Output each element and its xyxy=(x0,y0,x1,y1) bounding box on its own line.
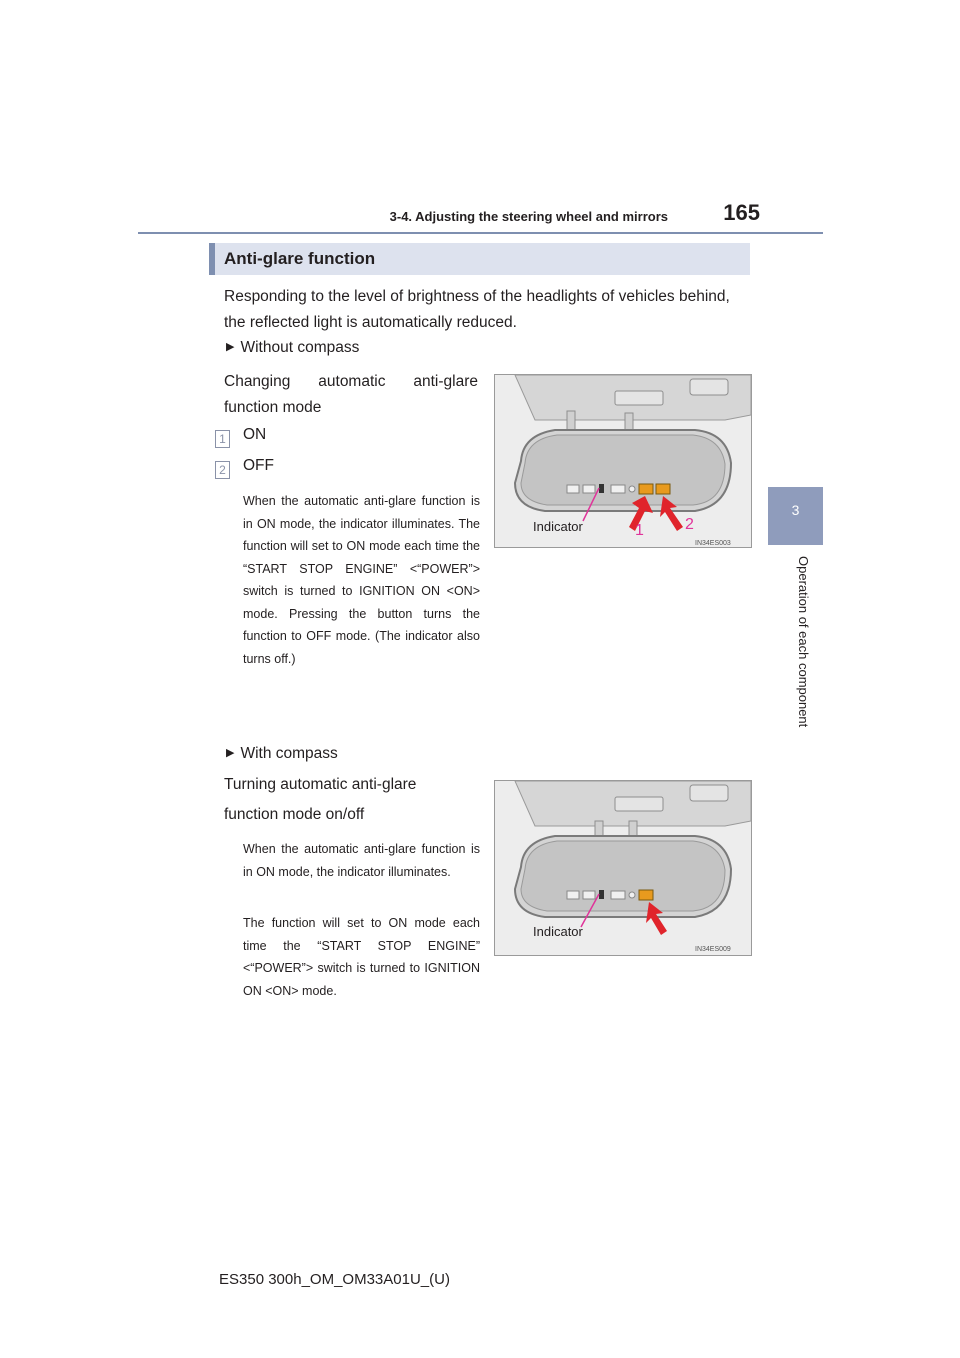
bullet-arrow-icon: ▶ xyxy=(226,341,235,353)
svg-text:2: 2 xyxy=(685,516,694,533)
bullet-without-compass xyxy=(226,339,359,357)
section-title: Anti-glare function xyxy=(224,249,376,268)
item-number-badge: 2 xyxy=(215,461,230,479)
svg-text:1: 1 xyxy=(635,522,644,539)
note-paragraph: When the automatic anti-glare function is in ON mode, the indicator illuminates. xyxy=(243,842,480,879)
procedure-heading xyxy=(224,369,478,421)
procedure-heading-line2: function mode xyxy=(224,399,322,416)
mirror-illustration-with-compass xyxy=(494,780,752,956)
procedure-heading-line1: Changing automatic anti-glare xyxy=(224,373,478,390)
mirror-illustration-without-compass xyxy=(494,374,752,548)
running-header-section: 3-4. Adjusting the steering wheel and mirrors xyxy=(389,209,668,224)
bullet-arrow-icon: ▶ xyxy=(226,747,235,759)
chapter-tab-label: Operation of each component xyxy=(796,556,811,728)
note-paragraph: When the automatic anti-glare function is in ON mode, the indicator illuminates. The function will set to ON mode each time the “START STOP ENGINE” <“POWER”> switch is turned to IGNITION ON <ON> mode. Pressing the button turns the function to OFF mode. (The indicator also turns off.) xyxy=(243,494,480,666)
note-paragraph: The function will set to ON mode each time the “START STOP ENGINE” <“POWER”> switch is turned to IGNITION ON <ON> mode. xyxy=(243,916,480,998)
page-number: 165 xyxy=(723,200,760,225)
bullet-with-compass xyxy=(226,745,338,763)
bullet-text: With compass xyxy=(240,745,338,762)
indicator-label: Indicator xyxy=(533,519,583,534)
chapter-tab-number: 3 xyxy=(791,502,800,518)
procedure-heading-line2: function mode on/off xyxy=(224,806,365,823)
figure-code: IN34ES003 xyxy=(695,540,731,547)
procedure-heading-line1: Turning automatic anti-glare xyxy=(224,776,417,793)
header-rule xyxy=(138,232,823,234)
footer-code: ES350 300h_OM_OM33A01U_(U) xyxy=(219,1271,450,1288)
section-title-accent xyxy=(209,243,215,275)
item-number-badge: 1 xyxy=(215,430,230,448)
intro-paragraph: Responding to the level of brightness of the headlights of vehicles behind, the reflected light is automatically reduced. xyxy=(224,288,730,331)
figure-code: IN34ES009 xyxy=(695,946,731,953)
bullet-text: Without compass xyxy=(240,339,360,356)
item-on-label: ON xyxy=(243,426,267,443)
indicator-label: Indicator xyxy=(533,924,583,939)
item-off-label: OFF xyxy=(243,457,274,474)
